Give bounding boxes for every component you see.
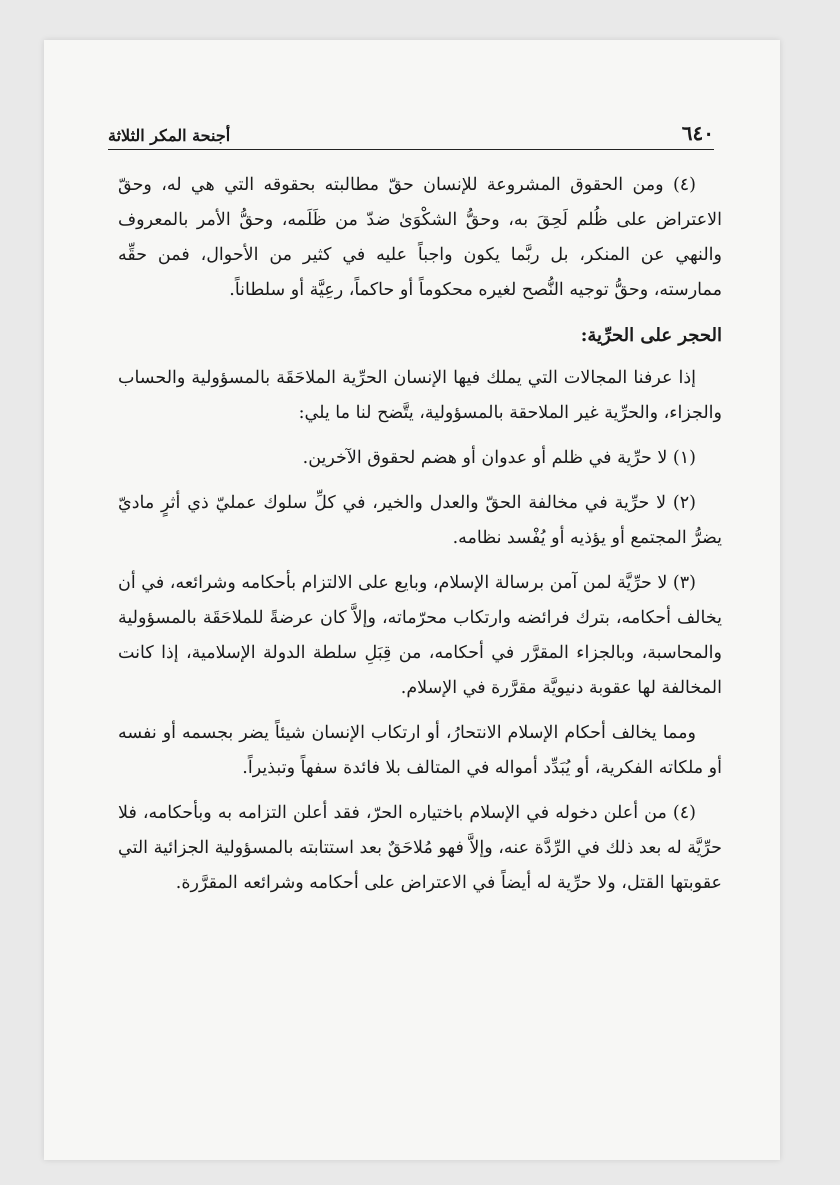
paragraph-rights: (٤) ومن الحقوق المشروعة للإنسان حقّ مطالبته بحقوقه التي هي له، وحقّ الاعتراض على ظُلم لَحِقَ به، وحقُّ الشكْوَىٰ ضدّ من ظَلَمه، وحقُّ الأمر بالمعروف والنهي عن المنكر، بل ربَّما يكون واجباً عليه في كثير من الأحوال، فمن حقِّه ممارسته، وحقُّ توجيه النُّصح لغيره محكوماً أو حاكماً، رعِيَّة أو سلطاناً.: [118, 175, 722, 300]
list-item-2: (٢) لا حرِّية في مخالفة الحقّ والعدل والخير، في كلِّ سلوك عمليّ ذي أثرٍ ماديّ يضرُّ المجتمع أو يؤذيه أو يُفْسد نظامه.: [118, 493, 722, 548]
page-number: ٦٤٠: [681, 121, 714, 145]
section-heading: الحجر على الحرِّية:: [580, 325, 722, 346]
list-item-1: (١) لا حرِّية في ظلم أو عدوان أو هضم لحقوق الآخرين.: [302, 448, 696, 468]
running-title: أجنحة المكر الثلاثة: [108, 126, 231, 145]
page-header: [108, 78, 714, 150]
paragraph-definition: إذا عرفنا المجالات التي يملك فيها الإنسان الحرِّية الملاحَقَة بالمسؤولية والحساب والجزاء، والحرِّية غير الملاحقة بالمسؤولية، يتَّضح لنا ما يلي:: [118, 368, 722, 423]
list-item-3: (٣) لا حرِّيَّة لمن آمن برسالة الإسلام، وبايع على الالتزام بأحكامه وشرائعه، في أن يخالف أحكامه، بترك فرائضه وارتكاب محرّماته، وإلاَّ كان عرضةً للملاحَقَة بالمسؤولية والمحاسبة، وبالجزاء المقرَّر في أحكامه، من قِبَلِ سلطة الدولة الإسلامية، إذا كانت المخالفة لها عقوبة دنيويَّة مقرَّرة في الإسلام.: [118, 573, 722, 698]
list-item-4: (٤) من أعلن دخوله في الإسلام باختياره الحرّ، فقد أعلن التزامه به وبأحكامه، فلا حرِّيَّة له بعد ذلك في الرِّدَّة عنه، وإلاَّ فهو مُلاحَقٌ بعد استتابته بالمسؤولية الجزائية التي عقوبتها القتل، ولا حرِّية له أيضاً في الاعتراض على أحكامه وشرائعه المقرَّرة.: [117, 803, 722, 893]
paragraph-suicide: ومما يخالف أحكام الإسلام الانتحارُ، أو ارتكاب الإنسان شيئاً يضر بجسمه أو نفسه أو ملكاته الفكرية، أو يُبَدِّد أمواله في المتالف بلا فائدة سفهاً وتبذيراً.: [118, 723, 722, 778]
page-body: [118, 168, 722, 901]
